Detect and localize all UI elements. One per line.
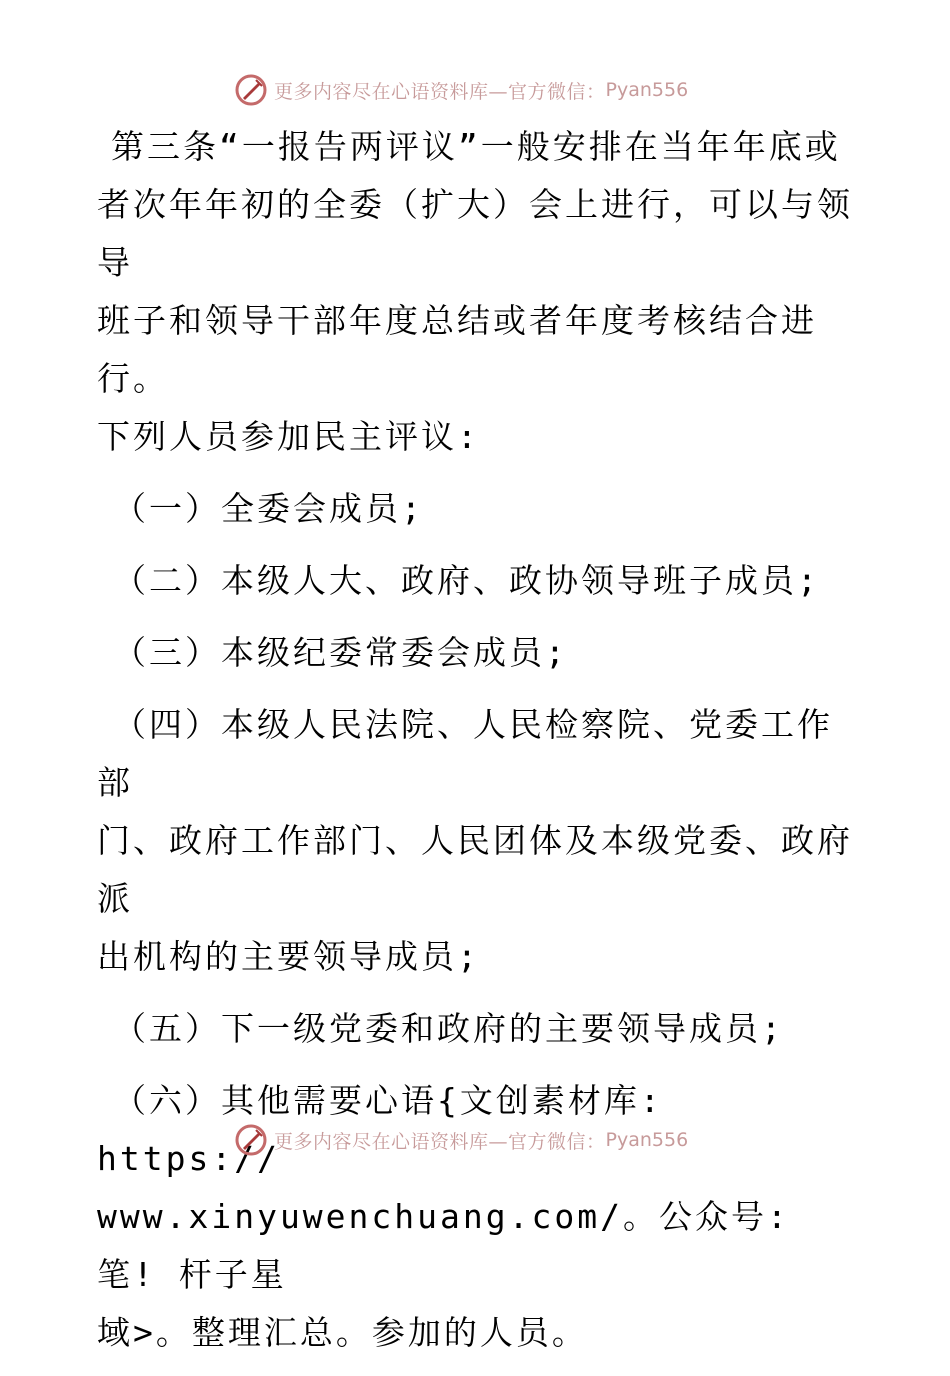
watermark-wechat-id: Pyan556 xyxy=(605,1129,689,1151)
document-body xyxy=(97,118,857,1376)
quill-logo-icon xyxy=(234,1123,268,1157)
text-line: （六）其他需要心语{文创素材库: https:// xyxy=(97,1081,663,1178)
list-item-2 xyxy=(97,552,857,610)
text-line: 者次年年初的全委（扩大）会上进行，可以与领导 xyxy=(97,185,853,282)
text-line: （二）本级人大、政府、政协领导班子成员; xyxy=(113,561,820,600)
list-item-6 xyxy=(97,1072,857,1362)
quill-logo-icon xyxy=(234,73,268,107)
list-item-5 xyxy=(97,1000,857,1058)
text-line: （五）下一级党委和政府的主要领导成员; xyxy=(113,1009,784,1048)
text-line: （一）全委会成员; xyxy=(113,489,424,528)
text-line: （四）本级人民法院、人民检察院、党委工作部 xyxy=(97,705,833,802)
text-line: 班子和领导干部年度总结或者年度考核结合进行。 xyxy=(97,301,817,398)
text-line: （三）本级纪委常委会成员; xyxy=(113,633,568,672)
footer-watermark xyxy=(234,1120,688,1160)
text-line: 下列人员参加民主评议: xyxy=(97,417,480,456)
watermark-wechat-id: Pyan556 xyxy=(605,79,689,101)
text-line: 出机构的主要领导成员; xyxy=(97,937,480,976)
watermark-text: 更多内容尽在心语资料库—官方微信： xyxy=(274,1130,606,1153)
watermark-text: 更多内容尽在心语资料库—官方微信： xyxy=(274,80,606,103)
text-line: 域>。整理汇总。参加的人员。 xyxy=(97,1313,588,1352)
header-watermark xyxy=(234,70,688,110)
text-line: 第三条“一报告两评议”一般安排在当年年底或 xyxy=(111,127,841,166)
text-line: www.xinyuwenchuang.com/。公众号: 笔! 杆子星 xyxy=(97,1197,790,1294)
list-item-3 xyxy=(97,624,857,682)
list-item-4 xyxy=(97,696,857,986)
text-line: 门、政府工作部门、人民团体及本级党委、政府派 xyxy=(97,821,853,918)
paragraph-article-3 xyxy=(97,118,857,466)
list-item-1 xyxy=(97,480,857,538)
